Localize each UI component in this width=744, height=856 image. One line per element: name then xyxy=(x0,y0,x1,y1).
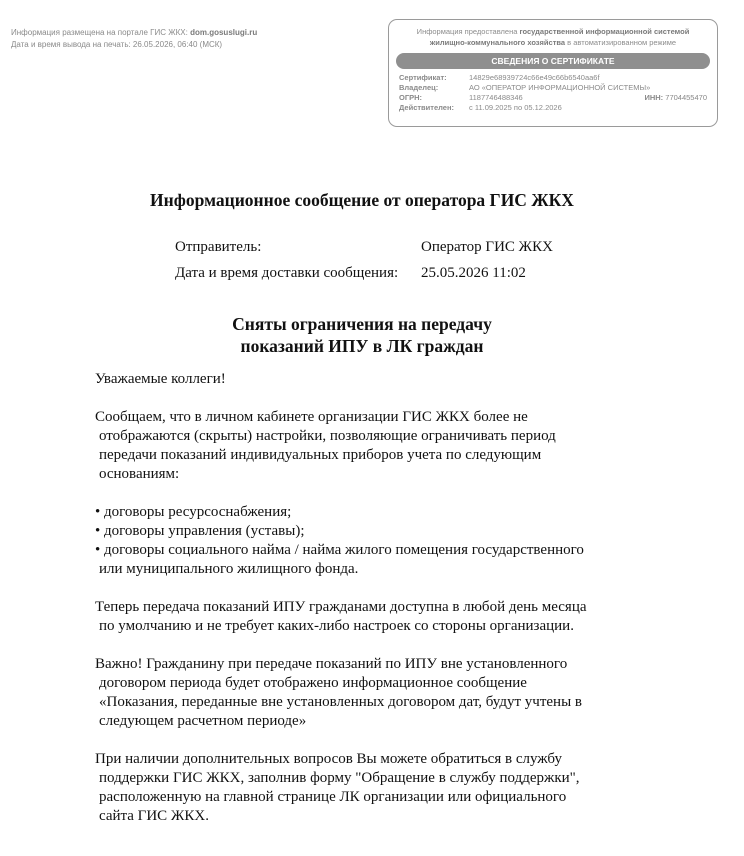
paragraph-3: Важно! Гражданину при передаче показаний по ИПУ вне установленного договором периода будет отображено информационное сообщение «Показания, переданные вне установленных договором дат, будут учтены в следующем расчетном периоде» xyxy=(95,656,582,729)
list-item: • договоры социального найма / найма жилого помещения государственного xyxy=(95,542,584,558)
cert-row-owner: Владелец: АО «ОПЕРАТОР ИНФОРМАЦИОННОЙ СИСТЕМЫ» xyxy=(399,83,651,92)
cert-row-certificate: Сертификат: 14829e68939724c66e49c66b6540aa6f xyxy=(399,73,600,82)
sender-row: Отправитель: Оператор ГИС ЖКХ xyxy=(175,234,553,260)
certificate-details xyxy=(399,73,717,113)
document-title: Информационное сообщение от оператора ГИС ЖКХ xyxy=(150,190,574,210)
certificate-header: Информация предоставлена государственной информационной системой жилищно-коммунального хозяйства в автоматизированном режиме xyxy=(416,27,690,47)
paragraph-2: Теперь передача показаний ИПУ гражданами доступна в любой день месяца по умолчанию и не требует каких-либо настроек со стороны организации. xyxy=(95,599,587,634)
delivery-row: Дата и время доставки сообщения: 25.05.2026 11:02 xyxy=(175,260,553,286)
bullet-list xyxy=(95,503,715,579)
portal-info-line1: Информация размещена на портале ГИС ЖКХ: dom.gosuslugi.ru xyxy=(11,28,258,37)
certificate-box xyxy=(388,19,718,127)
list-item: • договоры ресурсоснабжения; xyxy=(95,504,292,520)
cert-row-ogrn: ОГРН: 1187746488346 ИНН: 7704455470 xyxy=(399,93,707,102)
message-meta xyxy=(175,234,553,286)
portal-site: dom.gosuslugi.ru xyxy=(190,28,258,37)
delivery-value: 25.05.2026 11:02 xyxy=(421,265,526,281)
greeting: Уважаемые коллеги! xyxy=(95,371,226,387)
cert-inn: ИНН: 7704455470 xyxy=(644,93,707,102)
message-title: Сняты ограничения на передачу показаний ИПУ в ЛК граждан xyxy=(232,314,492,356)
message-body xyxy=(95,370,715,845)
sender-value: Оператор ГИС ЖКХ xyxy=(421,239,553,255)
print-datetime: Дата и время вывода на печать: 26.05.2026, 06:40 (МСК) xyxy=(11,40,223,49)
portal-info xyxy=(11,27,257,51)
paragraph-1: Сообщаем, что в личном кабинете организации ГИС ЖКХ более не отображаются (скрыты) настройки, позволяющие ограничивать период передачи показаний индивидуальных приборов учета по следующим основаниям: xyxy=(95,409,556,482)
list-item-continuation: или муниципального жилищного фонда. xyxy=(99,561,359,577)
list-item: • договоры управления (уставы); xyxy=(95,523,305,539)
cert-row-valid: Действителен: с 11.09.2025 по 05.12.2026 xyxy=(399,103,562,112)
paragraph-4: При наличии дополнительных вопросов Вы можете обратиться в службу поддержки ГИС ЖКХ, заполнив форму "Обращение в службу поддержки", расположенную на главной странице ЛК организации или официального сайта ГИС ЖКХ. xyxy=(95,751,580,824)
certificate-title-bar: СВЕДЕНИЯ О СЕРТИФИКАТЕ xyxy=(396,53,710,69)
